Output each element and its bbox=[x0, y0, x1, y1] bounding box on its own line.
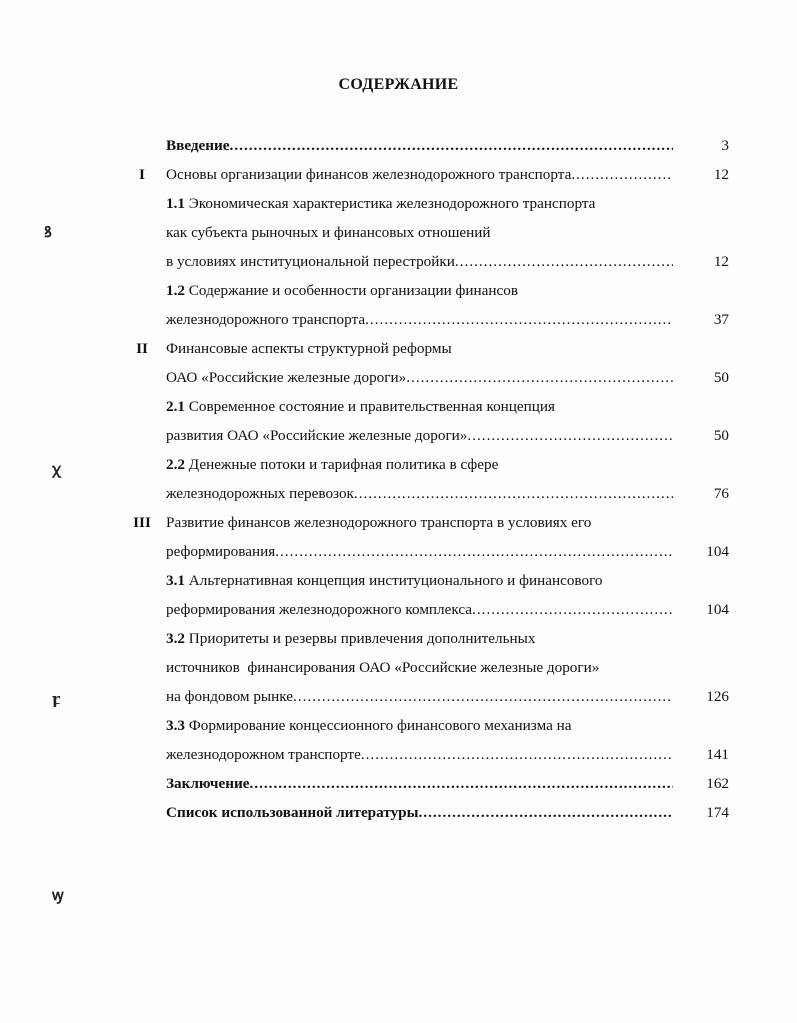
dot-leader bbox=[275, 537, 673, 566]
entry-text: Заключение bbox=[166, 775, 250, 792]
dot-leader bbox=[418, 798, 673, 827]
page-number: 76 bbox=[713, 485, 729, 502]
toc-entry-title bbox=[166, 218, 673, 247]
toc-entry bbox=[0, 711, 797, 740]
dot-leader bbox=[365, 305, 673, 334]
toc-entry bbox=[0, 566, 797, 595]
margin-mark: ꝡ bbox=[52, 888, 64, 904]
page-number: 50 bbox=[713, 427, 729, 444]
toc-entry bbox=[0, 798, 797, 827]
page-number: 50 bbox=[713, 369, 729, 386]
table-of-contents bbox=[0, 131, 797, 827]
toc-entry bbox=[0, 624, 797, 653]
toc-entry bbox=[0, 247, 797, 276]
entry-text: Альтернативная концепция институционального и финансового bbox=[184, 572, 603, 589]
section-number: 2.2 bbox=[166, 456, 185, 473]
margin-mark: ꝼ bbox=[52, 692, 60, 708]
toc-entry-title bbox=[166, 711, 673, 740]
toc-entry-title bbox=[166, 740, 673, 769]
section-number: 2.1 bbox=[166, 398, 185, 415]
toc-entry bbox=[0, 305, 797, 334]
margin-mark: ꭓ bbox=[52, 462, 61, 478]
toc-entry-title bbox=[166, 508, 673, 537]
entry-text: Основы организации финансов железнодорожного транспорта bbox=[166, 166, 572, 183]
entry-text: железнодорожных перевозок bbox=[166, 485, 354, 502]
toc-entry-title bbox=[166, 363, 673, 392]
entry-text: источников финансирования ОАО «Российские железные дороги» bbox=[166, 659, 600, 676]
toc-entry bbox=[0, 131, 797, 160]
toc-entry bbox=[0, 769, 797, 798]
section-number: 1.1 bbox=[166, 195, 185, 212]
toc-entry-title bbox=[166, 247, 673, 276]
toc-entry bbox=[0, 363, 797, 392]
entry-text: Приоритеты и резервы привлечения дополнительных bbox=[184, 630, 536, 647]
toc-entry bbox=[0, 334, 797, 363]
section-number: 1.2 bbox=[166, 282, 185, 299]
page-number: 37 bbox=[713, 311, 729, 328]
toc-entry-title bbox=[166, 305, 673, 334]
page-number: 104 bbox=[706, 543, 729, 560]
page-number: 3 bbox=[721, 137, 729, 154]
toc-entry-title bbox=[166, 189, 673, 218]
dot-leader bbox=[406, 363, 673, 392]
entry-text: Содержание и особенности организации финансов bbox=[184, 282, 518, 299]
page-number: 174 bbox=[706, 804, 729, 821]
chapter-number: II bbox=[136, 340, 148, 357]
entry-text: реформирования железнодорожного комплекса bbox=[166, 601, 473, 618]
toc-entry bbox=[0, 508, 797, 537]
toc-entry bbox=[0, 189, 797, 218]
page-title: СОДЕРЖАНИЕ bbox=[338, 76, 459, 93]
toc-entry bbox=[0, 276, 797, 305]
entry-text: Развитие финансов железнодорожного транспорта в условиях его bbox=[166, 514, 592, 531]
entry-text: на фондовом рынке bbox=[166, 688, 293, 705]
page-number: 104 bbox=[706, 601, 729, 618]
page-number: 126 bbox=[706, 688, 729, 705]
entry-text: железнодорожного транспорта bbox=[166, 311, 366, 328]
dot-leader bbox=[571, 160, 673, 189]
toc-entry-title bbox=[166, 595, 673, 624]
dot-leader bbox=[354, 479, 673, 508]
dot-leader bbox=[361, 740, 673, 769]
entry-text: Современное состояние и правительственная концепция bbox=[184, 398, 556, 415]
entry-text: Формирование концессионного финансового механизма на bbox=[184, 717, 572, 734]
dot-leader bbox=[249, 769, 673, 798]
toc-entry bbox=[0, 479, 797, 508]
page-number: 12 bbox=[713, 166, 729, 183]
toc-entry bbox=[0, 450, 797, 479]
chapter-number: III bbox=[133, 514, 151, 531]
toc-entry-title bbox=[166, 682, 673, 711]
toc-entry-title bbox=[166, 624, 673, 653]
entry-text: Финансовые аспекты структурной реформы bbox=[166, 340, 452, 357]
page-number: 162 bbox=[706, 775, 729, 792]
entry-text: ОАО «Российские железные дороги» bbox=[166, 369, 407, 386]
section-number: 3.1 bbox=[166, 572, 185, 589]
entry-text: развития ОАО «Российские железные дороги» bbox=[166, 427, 468, 444]
toc-entry bbox=[0, 653, 797, 682]
toc-entry bbox=[0, 740, 797, 769]
toc-entry-title bbox=[166, 566, 673, 595]
toc-entry-title bbox=[166, 392, 673, 421]
toc-entry bbox=[0, 595, 797, 624]
entry-text: Экономическая характеристика железнодорожного транспорта bbox=[184, 195, 596, 212]
dot-leader bbox=[472, 595, 673, 624]
toc-entry-title bbox=[166, 131, 673, 160]
toc-entry-title bbox=[166, 334, 673, 363]
page-number: 141 bbox=[706, 746, 729, 763]
entry-text: железнодорожном транспорте bbox=[166, 746, 361, 763]
toc-entry bbox=[0, 682, 797, 711]
toc-entry-title bbox=[166, 537, 673, 566]
entry-text: Список использованной литературы bbox=[166, 804, 419, 821]
toc-entry-title bbox=[166, 450, 673, 479]
dot-leader bbox=[467, 421, 673, 450]
entry-text: Денежные потоки и тарифная политика в сфере bbox=[184, 456, 499, 473]
entry-text: реформирования bbox=[166, 543, 276, 560]
toc-entry bbox=[0, 421, 797, 450]
dot-leader bbox=[230, 131, 673, 160]
dot-leader bbox=[293, 682, 673, 711]
toc-entry-title bbox=[166, 276, 673, 305]
toc-entry bbox=[0, 160, 797, 189]
chapter-number: I bbox=[139, 166, 145, 183]
toc-entry-title bbox=[166, 160, 673, 189]
section-number: 3.2 bbox=[166, 630, 185, 647]
margin-mark: ꝸ bbox=[44, 225, 52, 241]
toc-entry-title bbox=[166, 421, 673, 450]
entry-text: Введение bbox=[166, 137, 230, 154]
toc-entry bbox=[0, 218, 797, 247]
toc-entry-title bbox=[166, 769, 673, 798]
entry-text: как субъекта рыночных и финансовых отношений bbox=[166, 224, 491, 241]
toc-entry-title bbox=[166, 798, 673, 827]
toc-entry-title bbox=[166, 653, 673, 682]
section-number: 3.3 bbox=[166, 717, 185, 734]
toc-entry bbox=[0, 392, 797, 421]
dot-leader bbox=[455, 247, 673, 276]
page-number: 12 bbox=[713, 253, 729, 270]
toc-entry bbox=[0, 537, 797, 566]
toc-entry-title bbox=[166, 479, 673, 508]
entry-text: в условиях институциональной перестройки bbox=[166, 253, 455, 270]
